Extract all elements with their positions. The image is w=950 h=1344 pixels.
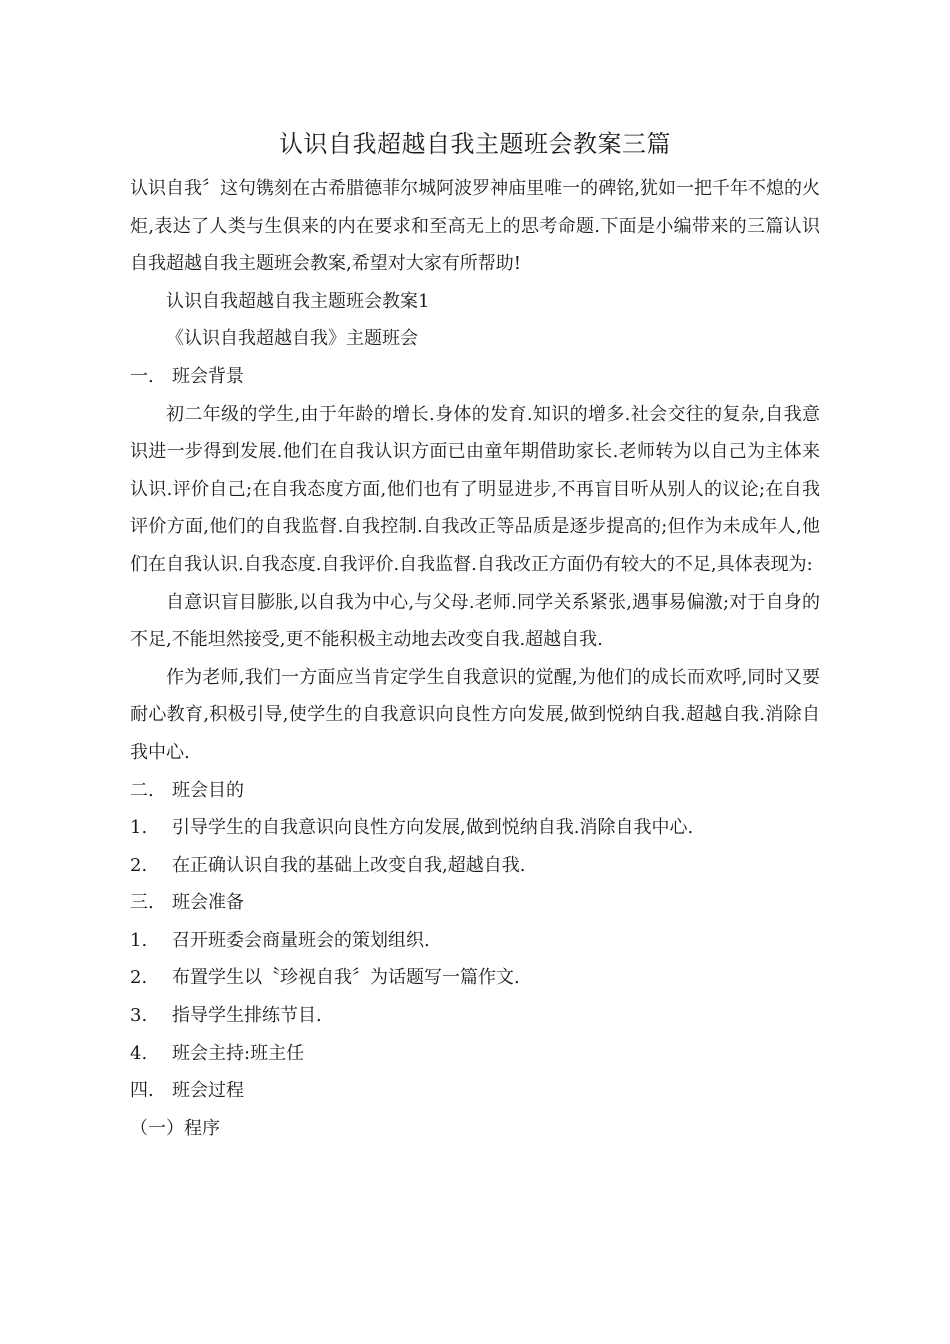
prep-item <box>130 922 820 960</box>
section-label: 班会目的 <box>172 779 244 801</box>
prep-item <box>130 997 820 1035</box>
background-paragraph-1: 初二年级的学生,由于年龄的增长.身体的发育.知识的增多.社会交往的复杂,自我意识进一步得到发展.他们在自我认识方面已由童年期借助家长.老师转为以自己为主体来认识.评价自己;在自我态度方面,他们也有了明显进步,不再盲目听从别人的议论;在自我评价方面,他们的自我监督.自我控制.自我改正等品质是逐步提高的;但作为未成年人,他们在自我认识.自我态度.自我评价.自我监督.自我改正方面仍有较大的不足,具体表现为: <box>130 403 820 575</box>
background-paragraph-3: 作为老师,我们一方面应当肯定学生自我意识的觉醒,为他们的成长而欢呼,同时又要耐心教育,积极引导,使学生的自我意识向良性方向发展,做到悦纳自我.超越自我.消除自我中心. <box>130 666 820 763</box>
document-body <box>130 170 820 1147</box>
list-text: 在正确认识自我的基础上改变自我,超越自我. <box>172 854 526 876</box>
section-heading-preparation <box>130 884 820 922</box>
list-text: 引导学生的自我意识向良性方向发展,做到悦纳自我.消除自我中心. <box>172 817 694 839</box>
meeting-title: 《认识自我超越自我》主题班会 <box>166 328 418 350</box>
list-text: 召开班委会商量班会的策划组织. <box>172 929 430 951</box>
section-number: 四. <box>130 1080 154 1102</box>
intro-paragraph: 认识自我〞这句镌刻在古希腊德菲尔城阿波罗神庙里唯一的碑铭,犹如一把千年不熄的火炬,表达了人类与生俱来的内在要求和至高无上的思考命题.下面是小编带来的三篇认识自我超越自我主题班会教案,希望对大家有所帮助! <box>130 178 820 275</box>
goal-item <box>130 847 820 885</box>
document-title: 认识自我超越自我主题班会教案三篇 <box>279 130 671 158</box>
section-label: 班会准备 <box>172 892 244 914</box>
subsection-heading: （一）程序 <box>130 1117 220 1139</box>
list-number: 2. <box>130 967 148 989</box>
goal-item <box>130 809 820 847</box>
background-paragraph-2: 自意识盲目膨胀,以自我为中心,与父母.老师.同学关系紧张,遇事易偏激;对于自身的不足,不能坦然接受,更不能积极主动地去改变自我.超越自我. <box>130 591 820 651</box>
list-text: 布置学生以〝珍视自我〞为话题写一篇作文. <box>172 967 520 989</box>
list-number: 1. <box>130 929 148 951</box>
list-number: 3. <box>130 1005 148 1027</box>
section-number: 二. <box>130 779 154 801</box>
section-heading-goals <box>130 772 820 810</box>
plan-title: 认识自我超越自我主题班会教案1 <box>166 290 430 312</box>
section-number: 三. <box>130 892 154 914</box>
list-number: 1. <box>130 817 148 839</box>
section-label: 班会背景 <box>172 365 244 387</box>
prep-item <box>130 959 820 997</box>
list-number: 2. <box>130 854 148 876</box>
list-text: 指导学生排练节目. <box>172 1005 322 1027</box>
section-heading-process <box>130 1072 820 1110</box>
section-number: 一. <box>130 365 154 387</box>
prep-item <box>130 1035 820 1073</box>
list-text: 班会主持:班主任 <box>172 1042 305 1064</box>
list-number: 4. <box>130 1042 148 1064</box>
section-heading-background <box>130 358 820 396</box>
section-label: 班会过程 <box>172 1080 244 1102</box>
